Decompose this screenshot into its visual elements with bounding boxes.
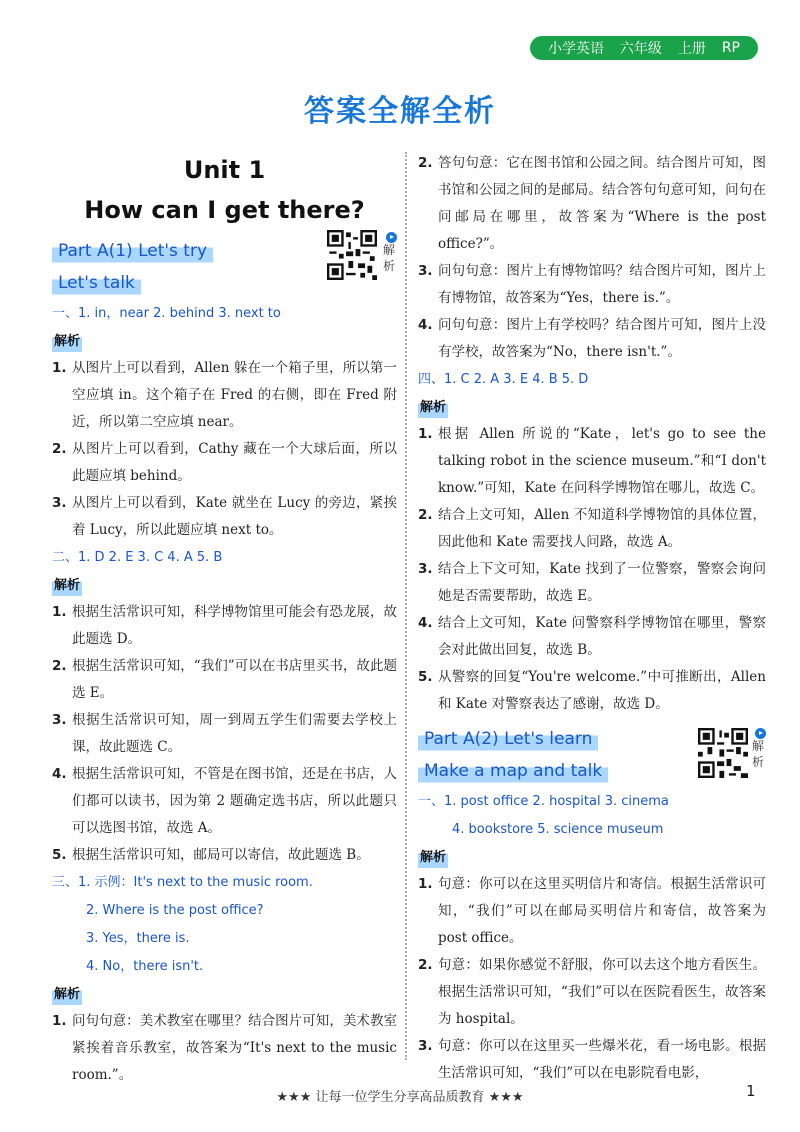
section-2-answers: 二、1. D 2. E 3. C 4. A 5. B xyxy=(52,550,223,565)
section-3-answer-4: 4. No，there isn't. xyxy=(86,959,204,974)
item-text: 结合上文可知，Kate 问警察科学博物馆在哪里，警察会对此做出回复，故选 B。 xyxy=(438,615,766,658)
footer-slogan: ★★★ 让每一位学生分享高品质教育 ★★★ xyxy=(276,1090,524,1105)
item-number: 3. xyxy=(52,712,67,728)
item-text: 句意：你可以在这里买一些爆米花，看一场电影。根据生活常识可知，“我们”可以在电影院看电影， xyxy=(438,1038,766,1081)
page-title: 答案全解全析 xyxy=(304,94,496,129)
item-text: 从图片上可以看到，Cathy 藏在一个大球后面，所以此题应填 behind。 xyxy=(72,441,397,484)
section-3-answer-1: 三、1. 示例：It's next to the music room. xyxy=(52,875,313,890)
tag-volume: 上册 xyxy=(677,41,706,57)
item-number: 2. xyxy=(52,658,67,674)
column-divider xyxy=(405,152,407,1060)
qr-code-icon[interactable] xyxy=(327,230,377,280)
analysis-label: 解析 xyxy=(52,575,82,597)
item-number: 4. xyxy=(52,766,67,782)
item-text: 句意：如果你感觉不舒服，你可以去这个地方看医生。根据生活常识可知，“我们”可以在医院看医生，故答案为 hospital。 xyxy=(438,957,766,1027)
item-text: 从图片上可以看到，Allen 躲在一个箱子里，所以第一空应填 in。这个箱子在 Fred 的右侧，即在 Fred 附近，所以第二空应填 near。 xyxy=(72,360,397,430)
section-1-analysis xyxy=(52,355,397,544)
item-number: 3. xyxy=(418,1038,433,1054)
item-number: 3. xyxy=(418,561,433,577)
section-3-analysis xyxy=(52,1008,397,1089)
list-item xyxy=(52,355,397,436)
item-text: 结合上下文可知，Kate 找到了一位警察，警察会询问她是否需要帮助，故选 E。 xyxy=(438,561,766,604)
item-text: 根据生活常识可知，不管是在图书馆，还是在书店，人们都可以读书，因为第 2 题确定选书店，所以此题只可以选图书馆，故选 A。 xyxy=(72,766,397,836)
item-number: 3. xyxy=(418,263,433,279)
item-number: 2. xyxy=(418,957,433,973)
item-number: 2. xyxy=(52,441,67,457)
list-item xyxy=(418,1033,766,1087)
item-number: 1. xyxy=(52,360,67,376)
item-number: 2. xyxy=(418,507,433,523)
qr-label: 解析 xyxy=(383,243,396,273)
list-item xyxy=(418,871,766,952)
section-4-analysis xyxy=(418,421,766,718)
list-item xyxy=(52,436,397,490)
section-5-analysis xyxy=(418,871,766,1087)
section-1-answers: 一、1. in，near 2. behind 3. next to xyxy=(52,306,281,321)
item-number: 4. xyxy=(418,615,433,631)
part-a1-heading xyxy=(52,236,397,300)
unit-title: Unit 1 xyxy=(183,156,266,184)
list-item xyxy=(52,653,397,707)
list-item xyxy=(418,952,766,1033)
section-2-analysis xyxy=(52,599,397,869)
header-tag-bar xyxy=(530,36,758,60)
item-number: 5. xyxy=(52,847,67,863)
part-a2-heading xyxy=(418,724,766,788)
item-text: 根据 Allen 所说的“Kate，let's go to see the talking robot in the science museum.”和“I don't know.”可知，Kate 在问科学博物馆在哪儿，故选 C。 xyxy=(438,426,766,496)
list-item xyxy=(418,312,766,366)
item-number: 1. xyxy=(52,604,67,620)
section-5-answer-2: 4. bookstore 5. science museum xyxy=(452,822,664,837)
list-item xyxy=(418,421,766,502)
qr-code-icon[interactable] xyxy=(698,728,748,778)
section-3-analysis-cont xyxy=(418,150,766,366)
item-text: 答句句意：它在图书馆和公园之间。结合图片可知，图书馆和公园之间的是邮局。结合答句句意可知，问句在问邮局在哪里，故答案为“Where is the post office?”。 xyxy=(438,155,766,252)
right-column xyxy=(418,150,766,1087)
item-text: 问句句意：图片上有博物馆吗？结合图片可知，图片上有博物馆，故答案为“Yes，there is.”。 xyxy=(438,263,766,306)
list-item xyxy=(418,664,766,718)
item-number: 4. xyxy=(418,317,433,333)
analysis-label: 解析 xyxy=(418,847,448,869)
tag-edition: RP xyxy=(721,40,740,56)
part-a1-subtitle: Let's talk xyxy=(52,268,141,298)
analysis-label: 解析 xyxy=(418,397,448,419)
left-column xyxy=(52,150,397,1089)
item-number: 1. xyxy=(418,426,433,442)
item-number: 3. xyxy=(52,495,67,511)
item-number: 2. xyxy=(418,155,433,171)
section-5-answer-1: 一、1. post office 2. hospital 3. cinema xyxy=(418,794,669,809)
list-item xyxy=(52,1008,397,1089)
list-item xyxy=(418,150,766,258)
item-number: 1. xyxy=(418,876,433,892)
list-item xyxy=(52,490,397,544)
list-item xyxy=(52,599,397,653)
part-a2-title: Part A(2) Let's learn xyxy=(418,724,598,754)
list-item xyxy=(52,842,397,869)
analysis-label: 解析 xyxy=(52,984,82,1006)
section-3-answer-2: 2. Where is the post office? xyxy=(86,903,264,918)
item-text: 从图片上可以看到，Kate 就坐在 Lucy 的旁边，紧挨着 Lucy，所以此题应填 next to。 xyxy=(72,495,397,538)
list-item xyxy=(418,610,766,664)
qr-label: 解析 xyxy=(752,739,765,769)
page-number: 1 xyxy=(746,1082,756,1100)
part-a1-title: Part A(1) Let's try xyxy=(52,236,213,266)
item-text: 问句句意：美术教室在哪里？结合图片可知，美术教室紧挨着音乐教室，故答案为“It's next to the music room.”。 xyxy=(72,1013,397,1083)
list-item xyxy=(418,556,766,610)
item-number: 5. xyxy=(418,669,433,685)
item-text: 句意：你可以在这里买明信片和寄信。根据生活常识可知，“我们”可以在邮局买明信片和寄信，故答案为 post office。 xyxy=(438,876,766,946)
list-item xyxy=(418,258,766,312)
list-item xyxy=(418,502,766,556)
item-number: 1. xyxy=(52,1013,67,1029)
item-text: 根据生活常识可知，“我们”可以在书店里买书，故此题选 E。 xyxy=(72,658,397,701)
item-text: 根据生活常识可知，科学博物馆里可能会有恐龙展，故此题选 D。 xyxy=(72,604,397,647)
item-text: 从警察的回复“You're welcome.”中可推断出，Allen 和 Kate 对警察表达了感谢，故选 D。 xyxy=(438,669,766,712)
section-3-answer-3: 3. Yes，there is. xyxy=(86,931,190,946)
list-item xyxy=(52,761,397,842)
item-text: 结合上文可知，Allen 不知道科学博物馆的具体位置，因此他和 Kate 需要找人问路，故选 A。 xyxy=(438,507,766,550)
section-4-answers: 四、1. C 2. A 3. E 4. B 5. D xyxy=(418,372,589,387)
analysis-label: 解析 xyxy=(52,331,82,353)
item-text: 问句句意：图片上有学校吗？结合图片可知，图片上没有学校，故答案为“No，there isn't.”。 xyxy=(438,317,766,360)
item-text: 根据生活常识可知，邮局可以寄信，故此题选 B。 xyxy=(72,847,370,863)
tag-grade: 六年级 xyxy=(619,41,662,57)
tag-subject: 小学英语 xyxy=(547,41,604,57)
item-text: 根据生活常识可知，周一到周五学生们需要去学校上课，故此题选 C。 xyxy=(72,712,397,755)
part-a2-subtitle: Make a map and talk xyxy=(418,756,608,786)
unit-subtitle: How can I get there? xyxy=(84,196,365,224)
list-item xyxy=(52,707,397,761)
